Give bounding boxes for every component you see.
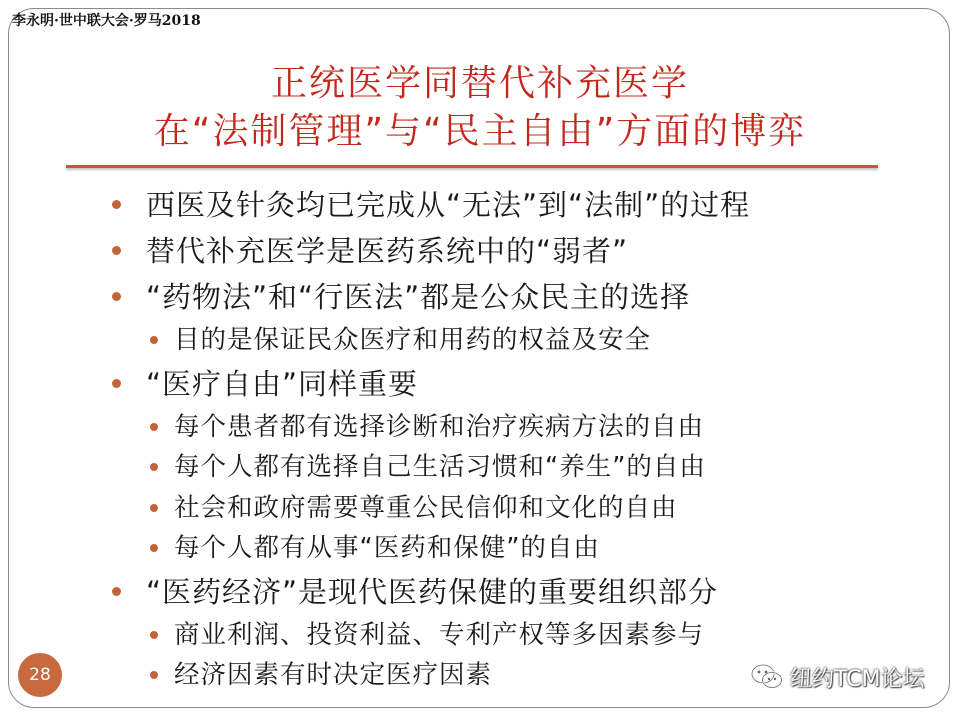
bullet-dot-icon: [112, 379, 121, 388]
bullet-item: [112, 182, 932, 228]
bullet-text: “医药经济”是现代医药保健的重要组织部分: [146, 574, 719, 609]
slide-title-line-1: 正统医学同替代补充医学: [270, 63, 689, 104]
sub-bullet-item: [112, 407, 932, 448]
bullet-text: 商业利润、投资利益、专利产权等多因素参与: [174, 619, 705, 650]
bullet-item: [112, 569, 932, 615]
bullet-list: [112, 182, 932, 696]
watermark: [750, 662, 925, 692]
bullet-text: 社会和政府需要尊重公民信仰和文化的自由: [174, 492, 678, 523]
header-note: 李永明·世中联大会·罗马2018: [12, 13, 201, 29]
bullet-dot-icon: [150, 423, 158, 431]
bullet-text: 每个人都有选择自己生活习惯和“养生”的自由: [174, 452, 706, 482]
bullet-text: 替代补充医学是医药系统中的“弱者”: [146, 234, 629, 268]
bullet-item: [112, 228, 932, 274]
sub-bullet-item: [112, 488, 932, 529]
bullet-dot-icon: [112, 587, 121, 596]
bullet-dot-icon: [150, 631, 158, 639]
sub-bullet-item: [112, 615, 932, 656]
bullet-text: 西医及针灸均已完成从“无法”到“法制”的过程: [146, 188, 751, 222]
bullet-dot-icon: [112, 246, 121, 255]
page-number-badge: 28: [18, 653, 62, 697]
sub-bullet-item: [112, 320, 932, 361]
bullet-item: [112, 274, 932, 320]
sub-bullet-item: [112, 528, 932, 569]
bullet-dot-icon: [112, 200, 121, 209]
bullet-dot-icon: [150, 336, 158, 344]
bullet-dot-icon: [150, 671, 158, 679]
bullet-text: “医疗自由”同样重要: [146, 366, 419, 401]
bullet-text: 经济因素有时决定医疗因素: [174, 660, 493, 690]
bullet-dot-icon: [150, 544, 158, 552]
bullet-text: 每个患者都有选择诊断和治疗疾病方法的自由: [174, 411, 705, 442]
bullet-dot-icon: [150, 463, 158, 471]
sub-bullet-item: [112, 447, 932, 488]
bullet-dot-icon: [150, 504, 158, 512]
watermark-text: 纽约TCM论坛: [790, 666, 925, 692]
bullet-text: 每个人都有从事“医药和保健”的自由: [174, 533, 600, 563]
bullet-text: 目的是保证民众医疗和用药的权益及安全: [174, 325, 652, 355]
title-divider: [66, 165, 878, 168]
bullet-text: “药物法”和“行医法”都是公众民主的选择: [146, 280, 691, 314]
slide-title-line-2: 在“法制管理”与“民主自由”方面的博弈: [153, 111, 807, 152]
bullet-item: [112, 361, 932, 407]
bullet-dot-icon: [112, 292, 121, 301]
slide-title: [0, 60, 960, 156]
wechat-icon: [750, 663, 784, 691]
